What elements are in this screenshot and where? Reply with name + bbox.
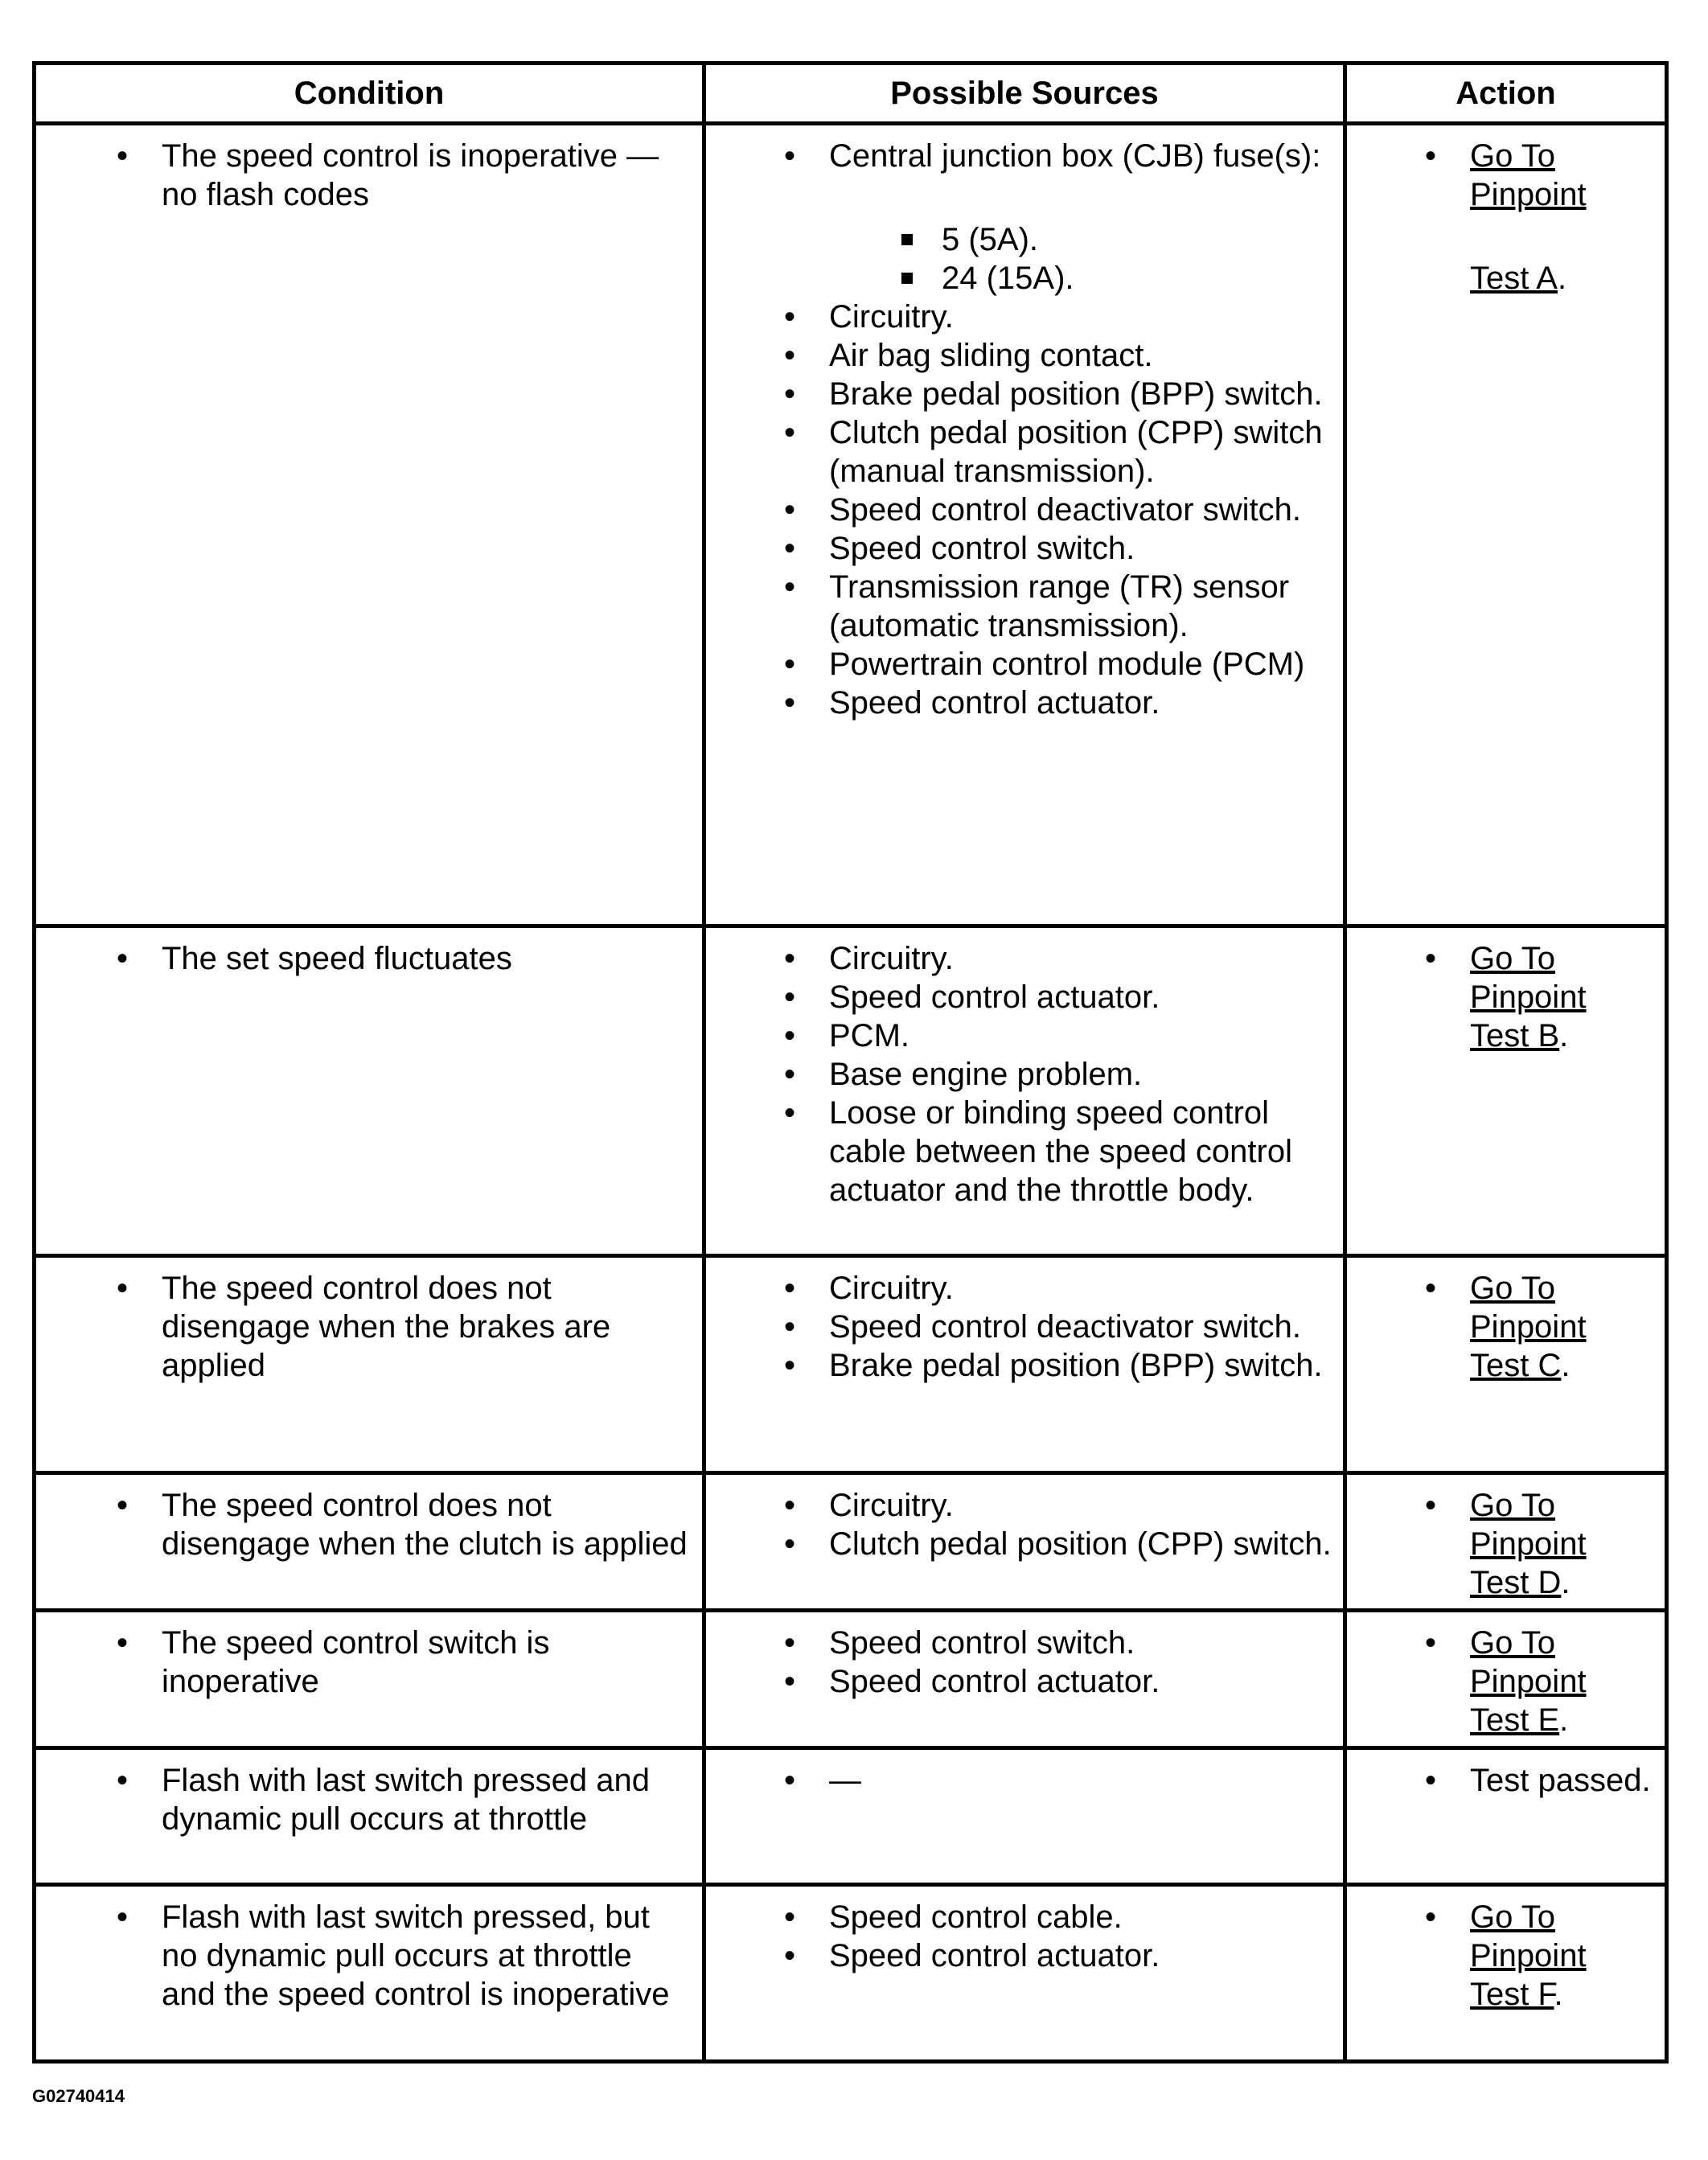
diagnosis-table: [32, 61, 1669, 2063]
source-item: • Transmission range (TR) sensor (automatic transmission).: [829, 568, 1332, 645]
pinpoint-test-link[interactable]: Test A: [1470, 261, 1558, 296]
action-text: • Test passed.: [1470, 1761, 1653, 1800]
sources-cell: [704, 1473, 1345, 1611]
pinpoint-test-link[interactable]: Go To Pinpoint Test D: [1470, 1488, 1587, 1600]
table-row: [35, 124, 1667, 926]
action-cell: [1345, 1611, 1667, 1748]
action-item: • Go To Pinpoint Test E.: [1470, 1624, 1653, 1739]
source-item: [829, 137, 1332, 298]
condition-text: • The set speed fluctuates: [162, 939, 691, 978]
table-row: [35, 1885, 1667, 2062]
action-item: • Go To Pinpoint Test F.: [1470, 1898, 1653, 2014]
fuse-list: [829, 220, 1332, 298]
table-row: [35, 1611, 1667, 1748]
source-item: • Speed control actuator.: [829, 978, 1332, 1016]
fuse-item: 5 (5A).: [942, 220, 1332, 259]
action-item: • Go To Pinpoint Test C.: [1470, 1269, 1653, 1385]
table-row: [35, 1473, 1667, 1611]
table-row: [35, 926, 1667, 1256]
sources-cell: [704, 1611, 1345, 1748]
fuse-item: 24 (15A).: [942, 259, 1332, 298]
header-possible-sources: Possible Sources: [704, 64, 1345, 124]
condition-cell: [35, 1473, 704, 1611]
source-item: • Circuitry.: [829, 1486, 1332, 1525]
source-item: • Circuitry.: [829, 1269, 1332, 1308]
source-item: • Speed control switch.: [829, 529, 1332, 568]
source-text: Central junction box (CJB) fuse(s):: [829, 138, 1321, 174]
source-item: • Speed control switch.: [829, 1624, 1332, 1662]
action-cell: [1345, 1256, 1667, 1473]
condition-cell: [35, 926, 704, 1256]
source-item: • Clutch pedal position (CPP) switch.: [829, 1525, 1332, 1563]
source-item: • PCM.: [829, 1016, 1332, 1055]
source-item: • Speed control cable.: [829, 1898, 1332, 1936]
action-item: • Go To Pinpoint Test A.: [1470, 137, 1653, 298]
condition-text: • The speed control switch is inoperative: [162, 1624, 691, 1701]
sources-cell: [704, 1748, 1345, 1885]
source-item: • Speed control deactivator switch.: [829, 1308, 1332, 1346]
action-cell: [1345, 1885, 1667, 2062]
source-item: • Brake pedal position (BPP) switch.: [829, 1346, 1332, 1385]
source-item: • Speed control actuator.: [829, 684, 1332, 722]
header-action: Action: [1345, 64, 1667, 124]
action-cell: [1345, 1748, 1667, 1885]
header-row: [35, 64, 1667, 124]
source-item: • Air bag sliding contact.: [829, 336, 1332, 375]
figure-code: G02740414: [32, 2086, 125, 2106]
condition-text: • Flash with last switch pressed and dynamic pull occurs at throttle: [162, 1761, 691, 1838]
action-item: • Go To Pinpoint Test D.: [1470, 1486, 1653, 1602]
condition-cell: [35, 1256, 704, 1473]
source-item: • Speed control deactivator switch.: [829, 491, 1332, 529]
table-row: [35, 1748, 1667, 1885]
source-item: • Speed control actuator.: [829, 1936, 1332, 1975]
condition-text: • The speed control does not disengage when the brakes are applied: [162, 1269, 691, 1385]
condition-text: • Flash with last switch pressed, but no dynamic pull occurs at throttle and the speed control is inoperative: [162, 1898, 691, 2014]
pinpoint-test-link[interactable]: Go To Pinpoint Test C: [1470, 1271, 1587, 1383]
action-cell: [1345, 124, 1667, 926]
source-item: • —: [829, 1761, 1332, 1800]
action-item: • Go To Pinpoint Test B.: [1470, 939, 1653, 1055]
action-cell: [1345, 926, 1667, 1256]
source-item: • Circuitry.: [829, 939, 1332, 978]
sources-cell: [704, 124, 1345, 926]
pinpoint-test-link[interactable]: Go To Pinpoint: [1470, 138, 1587, 212]
condition-cell: [35, 1885, 704, 2062]
source-item: • Circuitry.: [829, 298, 1332, 336]
sources-cell: [704, 1885, 1345, 2062]
pinpoint-test-link[interactable]: Go To Pinpoint Test F: [1470, 1899, 1587, 2012]
sources-cell: [704, 926, 1345, 1256]
condition-cell: [35, 124, 704, 926]
source-item: • Brake pedal position (BPP) switch.: [829, 375, 1332, 413]
condition-cell: [35, 1611, 704, 1748]
source-item: • Base engine problem.: [829, 1055, 1332, 1094]
source-item: • Powertrain control module (PCM): [829, 645, 1332, 684]
sources-cell: [704, 1256, 1345, 1473]
condition-text: • The speed control does not disengage when the clutch is applied: [162, 1486, 691, 1563]
action-cell: [1345, 1473, 1667, 1611]
source-item: • Loose or binding speed control cable between the speed control actuator and the throttle body.: [829, 1094, 1332, 1209]
table-row: [35, 1256, 1667, 1473]
source-item: • Clutch pedal position (CPP) switch (manual transmission).: [829, 413, 1332, 491]
source-item: • Speed control actuator.: [829, 1662, 1332, 1701]
condition-text: • The speed control is inoperative — no flash codes: [162, 137, 691, 214]
condition-cell: [35, 1748, 704, 1885]
pinpoint-test-link[interactable]: Go To Pinpoint Test E: [1470, 1625, 1587, 1738]
header-condition: Condition: [35, 64, 704, 124]
pinpoint-test-link[interactable]: Go To Pinpoint Test B: [1470, 941, 1587, 1053]
